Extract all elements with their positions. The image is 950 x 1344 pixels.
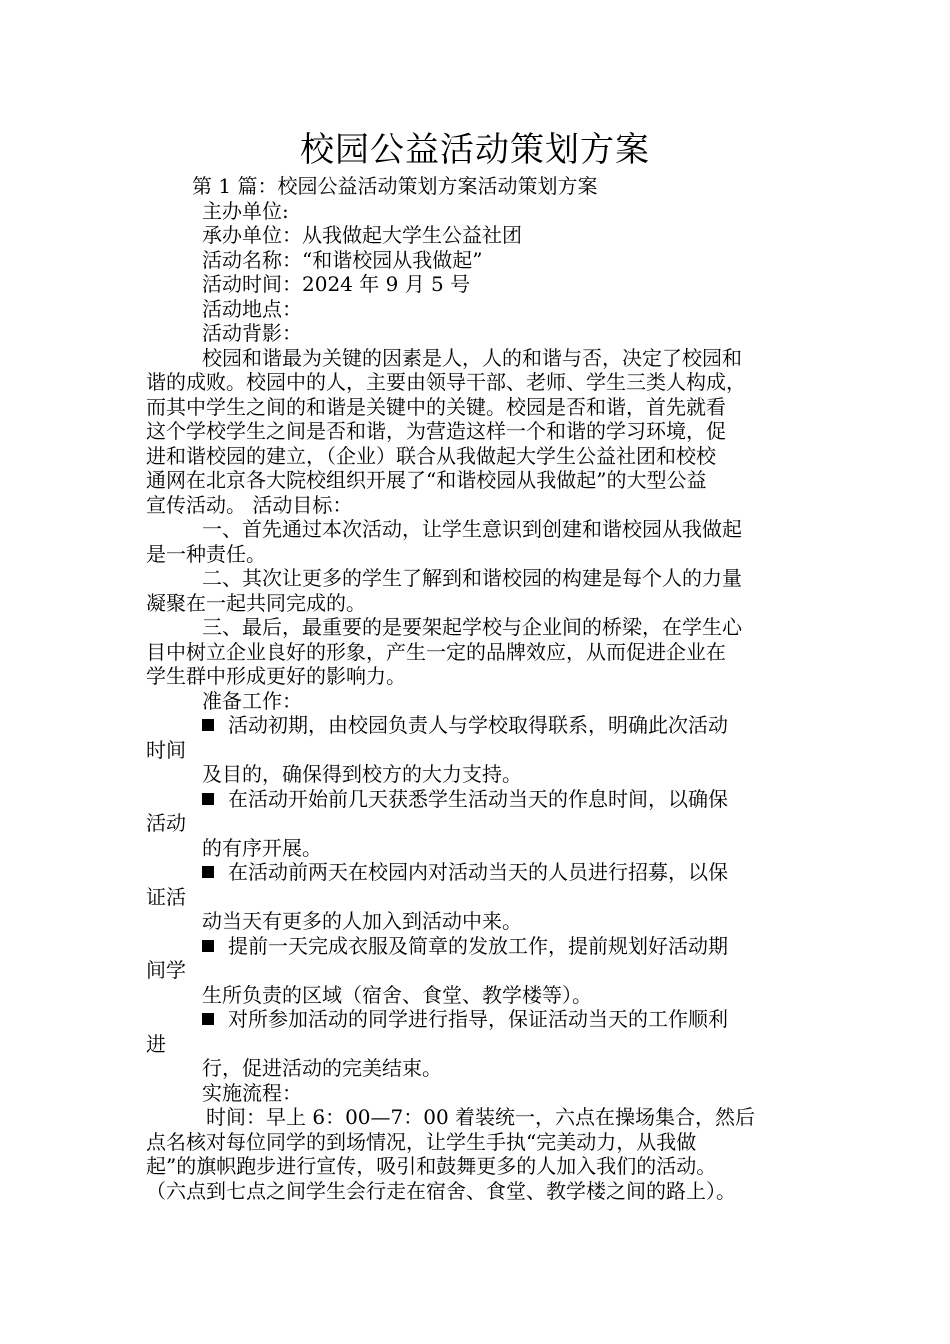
event-time-line: 活动时间：2024 年 9 月 5 号 [202,272,471,296]
goal-line: 三、最后，最重要的是要架起学校与企业间的桥梁，在学生心 [202,615,742,639]
co-organizer-line: 承办单位：从我做起大学生公益社团 [202,223,522,247]
paragraph-line: 宣传活动。 活动目标： [146,492,353,517]
paragraph-line: 而其中学生之间的和谐是关键中的关键。校园是否和谐，首先就看 [146,394,726,419]
square-bullet-icon [202,719,214,731]
organizer-line: 主办单位: [202,198,289,223]
bullet-text: 活动初期，由校园负责人与学校取得联系，明确此次活动 [228,713,728,737]
bullet-continuation: 时间 [146,737,186,762]
bullet-continuation: 活动 [146,811,186,835]
goal-line: 二、其次让更多的学生了解到和谐校园的构建是每个人的力量 [202,566,742,590]
paragraph-line: 这个学校学生之间是否和谐，为营造这样一个和谐的学习环境，促 [146,419,726,443]
bullet-text: 对所参加活动的同学进行指导，保证活动当天的工作顺利 [228,1007,728,1031]
preparation-heading: 准备工作： [202,688,302,713]
bullet-continuation: 生所负责的区域（宿舍、食堂、教学楼等）。 [202,982,592,1007]
process-heading: 实施流程： [202,1080,302,1105]
bullet-item [146,1007,810,1032]
goal-line: 凝聚在一起共同完成的。 [146,590,366,615]
bullet-text: 提前一天完成衣服及简章的发放工作，提前规划好活动期 [228,933,728,958]
bullet-text: 在活动前两天在校园内对活动当天的人员进行招募，以保 [228,860,728,884]
bullet-continuation: 的有序开展。 [202,835,322,860]
document-body [146,174,810,1203]
bullet-item [146,934,810,959]
paragraph-line: 谐的成败。校园中的人，主要由领导干部、老师、学生三类人构成， [146,370,746,394]
bullet-continuation: 动当天有更多的人加入到活动中来。 [202,909,522,933]
bullet-continuation: 间学 [146,958,186,982]
process-line: （六点到七点之间学生会行走在宿舍、食堂、教学楼之间的路上）。 [146,1178,736,1203]
goal-line: 目中树立企业良好的形象，产生一定的品牌效应，从而促进企业在 [146,639,726,664]
square-bullet-icon [202,793,214,805]
bullet-item [146,860,810,885]
event-name-line: 活动名称：“和谐校园从我做起” [202,247,483,272]
goal-line: 学生群中形成更好的影响力。 [146,664,406,688]
square-bullet-icon [202,866,214,878]
bullet-continuation: 行，促进活动的完美结束。 [202,1056,442,1080]
square-bullet-icon [202,940,214,952]
paragraph-line: 进和谐校园的建立，（企业）联合从我做起大学生公益社团和校校 [146,443,716,468]
goal-line: 是一种责任。 [146,541,266,566]
process-line: 点名核对每位同学的到场情况，让学生手执“完美动力，从我做 [146,1129,697,1154]
goal-line: 一、首先通过本次活动，让学生意识到创建和谐校园从我做起 [202,517,742,541]
process-line: 起”的旗帜跑步进行宣传，吸引和鼓舞更多的人加入我们的活动。 [146,1154,717,1178]
paragraph-line: 通网在北京各大院校组织开展了“和谐校园从我做起”的大型公益 [146,468,707,492]
process-line: 时间：早上 6：00—7：00 着装统一，六点在操场集合，然后 [206,1105,756,1129]
bullet-continuation: 证活 [146,884,186,909]
bullet-continuation: 进 [146,1031,166,1056]
article-heading: 第 1 篇：校园公益活动策划方案活动策划方案 [192,174,598,198]
paragraph-line: 校园和谐最为关键的因素是人，人的和谐与否，决定了校园和 [202,345,742,370]
page-title: 校园公益活动策划方案 [300,130,650,170]
background-heading: 活动背影： [202,321,302,345]
bullet-item [146,787,810,812]
event-location-line: 活动地点： [202,296,302,321]
bullet-text: 在活动开始前几天获悉学生活动当天的作息时间，以确保 [228,786,728,811]
bullet-continuation: 及目的，确保得到校方的大力支持。 [202,762,522,786]
bullet-item [146,713,810,738]
square-bullet-icon [202,1013,214,1025]
